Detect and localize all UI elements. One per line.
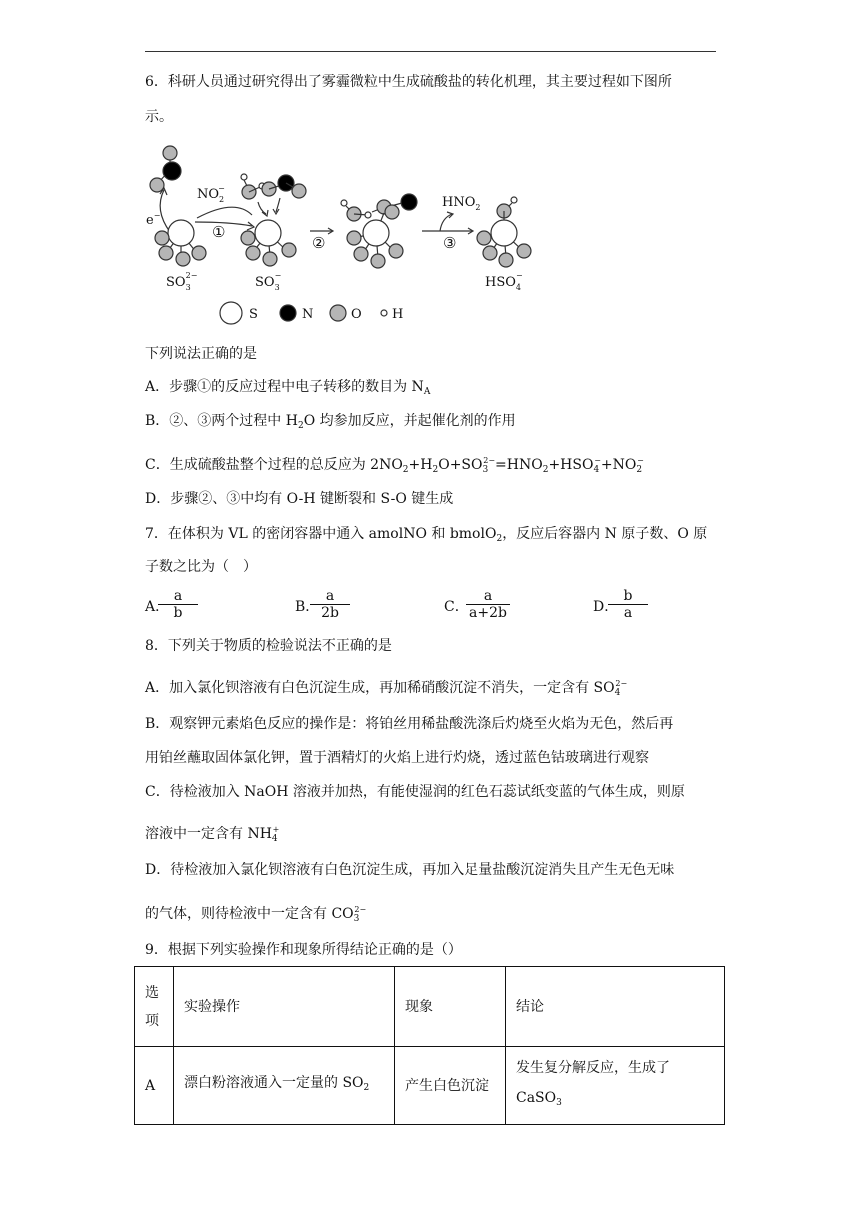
- svg-text:O: O: [351, 307, 362, 322]
- svg-text:H: H: [392, 307, 404, 322]
- q8-option-c-line1: C．待检液加入 NaOH 溶液并加热，有能使湿润的红色石蕊试纸变蓝的气体生成，则原: [145, 784, 685, 800]
- q6-option-d: D．步骤②、③中均有 O-H 键断裂和 S-O 键生成: [145, 491, 454, 507]
- q8-option-c-line2: 溶液中一定含有 $NH_4^+$: [145, 825, 280, 844]
- svg-text:NO2−: $NO_2-$: [197, 184, 225, 204]
- header-rule: [145, 51, 716, 52]
- q8-option-a: A．加入氯化钡溶液有白色沉淀生成，再加稀硝酸沉淀不消失，一定含有 $SO_4^{2-}$: [145, 679, 628, 698]
- q7-option-d-fraction: $\frac{b}{a}$: [608, 588, 648, 621]
- q7-stem-line2: 子数之比为（ ）: [145, 559, 257, 575]
- q9-table: [134, 966, 725, 1125]
- nitrogen-atom: [163, 162, 181, 180]
- q6-option-a: A．步骤①的反应过程中电子转移的数目为 $N_A$: [145, 379, 431, 397]
- q6-stem-line2: 示。: [145, 109, 173, 125]
- q7-option-b-fraction: $\frac{a}{2b}$: [310, 588, 350, 621]
- svg-text:N: N: [302, 307, 314, 322]
- q7-option-b-label: B．: [295, 599, 320, 615]
- table-cell-option: A: [135, 1047, 174, 1125]
- svg-text:①: ①: [212, 223, 226, 241]
- q7-option-a-label: A．: [145, 599, 170, 615]
- q6-stem-line1: 6．科研人员通过研究得出了雾霾微粒中生成硫酸盐的转化机理，其主要过程如下图所: [145, 74, 672, 90]
- q9-stem: 9．根据下列实验操作和现象所得结论正确的是（）: [145, 942, 462, 958]
- q8-option-d-line2: 的气体，则待检液中一定含有 $CO_3^{2-}$: [145, 905, 367, 924]
- q7-option-d-label: D．: [593, 599, 619, 615]
- q8-stem: 8．下列关于物质的检验说法不正确的是: [145, 638, 392, 654]
- q6-option-c: C．生成硫酸盐整个过程的总反应为 $2NO_2+H_2O+SO_3^{2-}=HNO_2+HSO_4^-+NO_2^-$: [145, 456, 644, 475]
- table-row: [135, 1047, 725, 1125]
- svg-text:③: ③: [443, 234, 457, 252]
- q8-option-d-line1: D．待检液加入氯化钡溶液有白色沉淀生成，再加入足量盐酸沉淀消失且产生无色无味: [145, 862, 675, 878]
- oxygen-atom: [150, 178, 164, 192]
- table-cell-phenomenon: 产生白色沉淀: [395, 1047, 506, 1125]
- table-header-phenomenon: 现象: [395, 967, 506, 1047]
- table-cell-operation: 漂白粉溶液通入一定量的 $SO_2$: [174, 1047, 395, 1125]
- q6-option-b: B．②、③两个过程中 $H_2O$ 均参加反应，并起催化剂的作用: [145, 413, 516, 431]
- svg-text:SO32−: $SO_32-$: [166, 271, 198, 292]
- oxygen-atom: [163, 146, 177, 160]
- q8-option-b-line2: 用铂丝蘸取固体氯化钾，置于酒精灯的火焰上进行灼烧，透过蓝色钴玻璃进行观察: [145, 750, 649, 766]
- q7-option-a-fraction: $\frac{a}{b}$: [158, 588, 198, 621]
- svg-text:HNO2: $HNO_2$: [442, 195, 481, 212]
- q6-prompt: 下列说法正确的是: [145, 346, 257, 362]
- svg-text:HSO4−: $HSO_4-$: [485, 271, 523, 292]
- q7-option-c-fraction: $\frac{a}{a+2b}$: [466, 588, 510, 621]
- svg-text:SO3−: $SO_3-$: [255, 271, 282, 292]
- svg-text:S: S: [249, 307, 258, 322]
- table-header-option: 选 项: [135, 967, 174, 1047]
- reaction-mechanism-diagram: [140, 140, 560, 330]
- table-header-row: [135, 967, 725, 1047]
- q7-stem-line1: 7．在体积为 VL 的密闭容器中通入 amolNO 和 bmolO$_2$，反应后容器内 N 原子数、O 原: [145, 526, 708, 544]
- svg-text:②: ②: [312, 234, 326, 252]
- sulfur-atom: [168, 220, 194, 246]
- table-cell-conclusion: 发生复分解反应，生成了 CaSO$_3$: [506, 1047, 725, 1125]
- q8-option-b-line1: B．观察钾元素焰色反应的操作是：将铂丝用稀盐酸洗涤后灼烧至火焰为无色，然后再: [145, 716, 674, 732]
- q7-option-c-label: C．: [444, 599, 469, 615]
- svg-text:e−: e−: [146, 211, 161, 228]
- table-header-operation: 实验操作: [174, 967, 395, 1047]
- table-header-conclusion: 结论: [506, 967, 725, 1047]
